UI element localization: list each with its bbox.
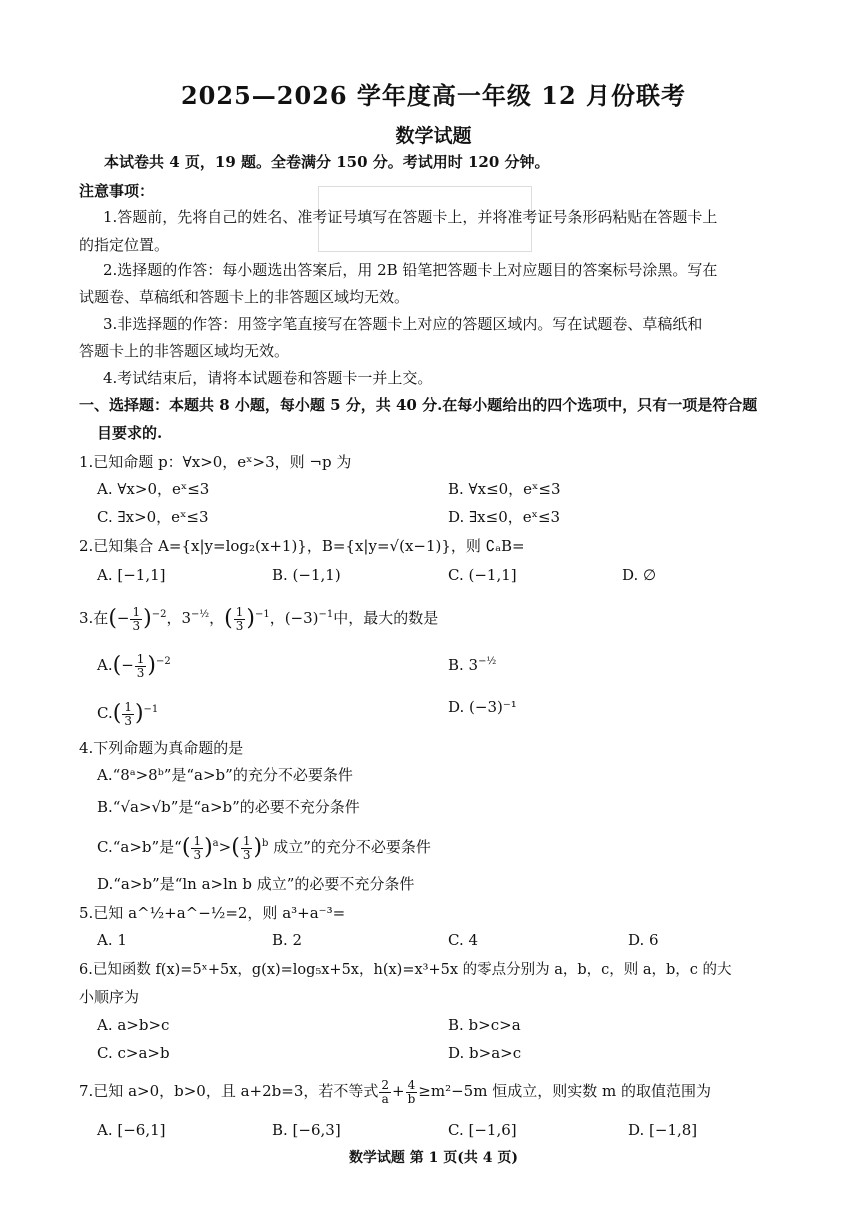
exam-info: 本试卷共 4 页，19 题。全卷满分 150 分。考试用时 120 分钟。 bbox=[104, 153, 550, 171]
question-5-option-c: C. 4 bbox=[448, 931, 479, 949]
notice-item-1-line-2: 的指定位置。 bbox=[79, 236, 170, 254]
question-5-option-b: B. 2 bbox=[272, 931, 303, 949]
notice-item-4: 4.考试结束后，请将本试题卷和答题卡一并上交。 bbox=[103, 369, 433, 387]
question-1-option-c: C. ∃x>0，eˣ≤3 bbox=[97, 508, 209, 526]
question-4-option-b: B.“√a>√b”是“a>b”的必要不充分条件 bbox=[97, 798, 360, 816]
question-2-stem: 2.已知集合 A={x|y=log₂(x+1)}，B={x|y=√(x−1)}，则 ∁ₐB= bbox=[79, 537, 525, 555]
question-6-option-d: D. b>a>c bbox=[448, 1044, 522, 1062]
page-title: 2025—2026 学年度高一年级 12 月份联考 bbox=[180, 81, 687, 110]
question-3-option-d: D. (−3)⁻¹ bbox=[448, 698, 517, 716]
notice-item-1-line-1: 1.答题前，先将自己的姓名、准考证号填写在答题卡上，并将准考证号条形码粘贴在答题卡上 bbox=[103, 208, 718, 226]
question-3-stem: 3.在(− $\frac{1}{3}$ )$^{-2}$，$3^{-\frac{1}{2}}$，( $\frac{1}{3}$ )$^{-1}$，$(-3)^{-1}$中，最大的数是 bbox=[79, 604, 439, 633]
question-6-stem-line-1: 6.已知函数 f(x)=5ˣ+5x，g(x)=log₅x+5x，h(x)=x³+5x 的零点分别为 a，b，c，则 a，b，c 的大 bbox=[79, 962, 732, 978]
question-2-option-a: A. [−1,1] bbox=[97, 566, 166, 584]
question-5-stem: 5.已知 a^½+a^−½=2，则 a³+a⁻³= bbox=[79, 904, 346, 922]
section-1-heading-line-2: 目要求的. bbox=[97, 424, 163, 442]
question-7-option-b: B. [−6,3] bbox=[272, 1121, 341, 1139]
question-5-option-d: D. 6 bbox=[628, 931, 659, 949]
question-2-option-b: B. (−1,1) bbox=[272, 566, 341, 584]
question-7-option-a: A. [−6,1] bbox=[97, 1121, 166, 1139]
question-4-option-a: A.“8ᵃ>8ᵇ”是“a>b”的充分不必要条件 bbox=[97, 766, 353, 784]
question-7-option-d: D. [−1,8] bbox=[628, 1121, 698, 1139]
question-6-option-c: C. c>a>b bbox=[97, 1044, 170, 1062]
question-1-option-b: B. ∀x≤0，eˣ≤3 bbox=[448, 480, 561, 498]
question-3-option-b: B. $3^{-\frac{1}{2}}$ bbox=[448, 656, 497, 674]
notice-item-3-line-2: 答题卡上的非答题区域均无效。 bbox=[79, 342, 290, 360]
question-2-option-d: D. ∅ bbox=[622, 566, 657, 584]
question-5-option-a: A. 1 bbox=[97, 931, 127, 949]
question-7-stem: 7.已知 a>0，b>0，且 a+2b=3，若不等式 $\frac{2}{a}$ + $\frac{4}{b}$ ≥m²−5m 恒成立，则实数 m 的取值范围为 bbox=[79, 1077, 711, 1106]
question-3-stem-prefix: 3.在 bbox=[79, 609, 109, 627]
question-3-stem-suffix: 中，最大的数是 bbox=[333, 609, 439, 627]
page-footer: 数学试题 第 1 页(共 4 页) bbox=[348, 1150, 519, 1166]
question-6-option-a: A. a>b>c bbox=[97, 1016, 170, 1034]
question-1-option-a: A. ∀x>0，eˣ≤3 bbox=[97, 480, 210, 498]
question-6-stem-line-2: 小顺序为 bbox=[79, 988, 140, 1006]
question-1-option-d: D. ∃x≤0，eˣ≤3 bbox=[448, 508, 561, 526]
question-4-stem: 4.下列命题为真命题的是 bbox=[79, 739, 244, 757]
question-3-option-c: C.( $\frac{1}{3}$ )$^{-1}$ bbox=[97, 699, 159, 728]
question-6-option-b: B. b>c>a bbox=[448, 1016, 521, 1034]
question-1-stem: 1.已知命题 p：∀x>0，eˣ>3，则 ¬p 为 bbox=[79, 453, 352, 471]
page-subtitle: 数学试题 bbox=[395, 125, 472, 147]
question-2-option-c: C. (−1,1] bbox=[448, 566, 517, 584]
notice-item-3-line-1: 3.非选择题的作答：用签字笔直接写在答题卡上对应的答题区域内。写在试题卷、草稿纸和 bbox=[103, 315, 703, 333]
question-7-option-c: C. [−1,6] bbox=[448, 1121, 517, 1139]
question-4-option-c: C.“a>b”是“( $\frac{1}{3}$ )$^a$>( $\frac{1}{3}$ )$^b$ 成立”的充分不必要条件 bbox=[97, 833, 431, 862]
question-3-option-a: A.(− $\frac{1}{3}$ )$^{-2}$ bbox=[97, 651, 171, 680]
notice-item-2-line-1: 2.选择题的作答：每小题选出答案后，用 2B 铅笔把答题卡上对应题目的答案标号涂黑。写在 bbox=[103, 261, 718, 279]
section-1-heading-line-1: 一、选择题：本题共 8 小题，每小题 5 分，共 40 分.在每小题给出的四个选项中，只有一项是符合题 bbox=[79, 396, 758, 414]
notice-item-2-line-2: 试题卷、草稿纸和答题卡上的非答题区域均无效。 bbox=[79, 288, 410, 306]
question-4-option-d: D.“a>b”是“ln a>ln b 成立”的必要不充分条件 bbox=[97, 875, 415, 893]
notice-heading: 注意事项： bbox=[79, 182, 155, 200]
